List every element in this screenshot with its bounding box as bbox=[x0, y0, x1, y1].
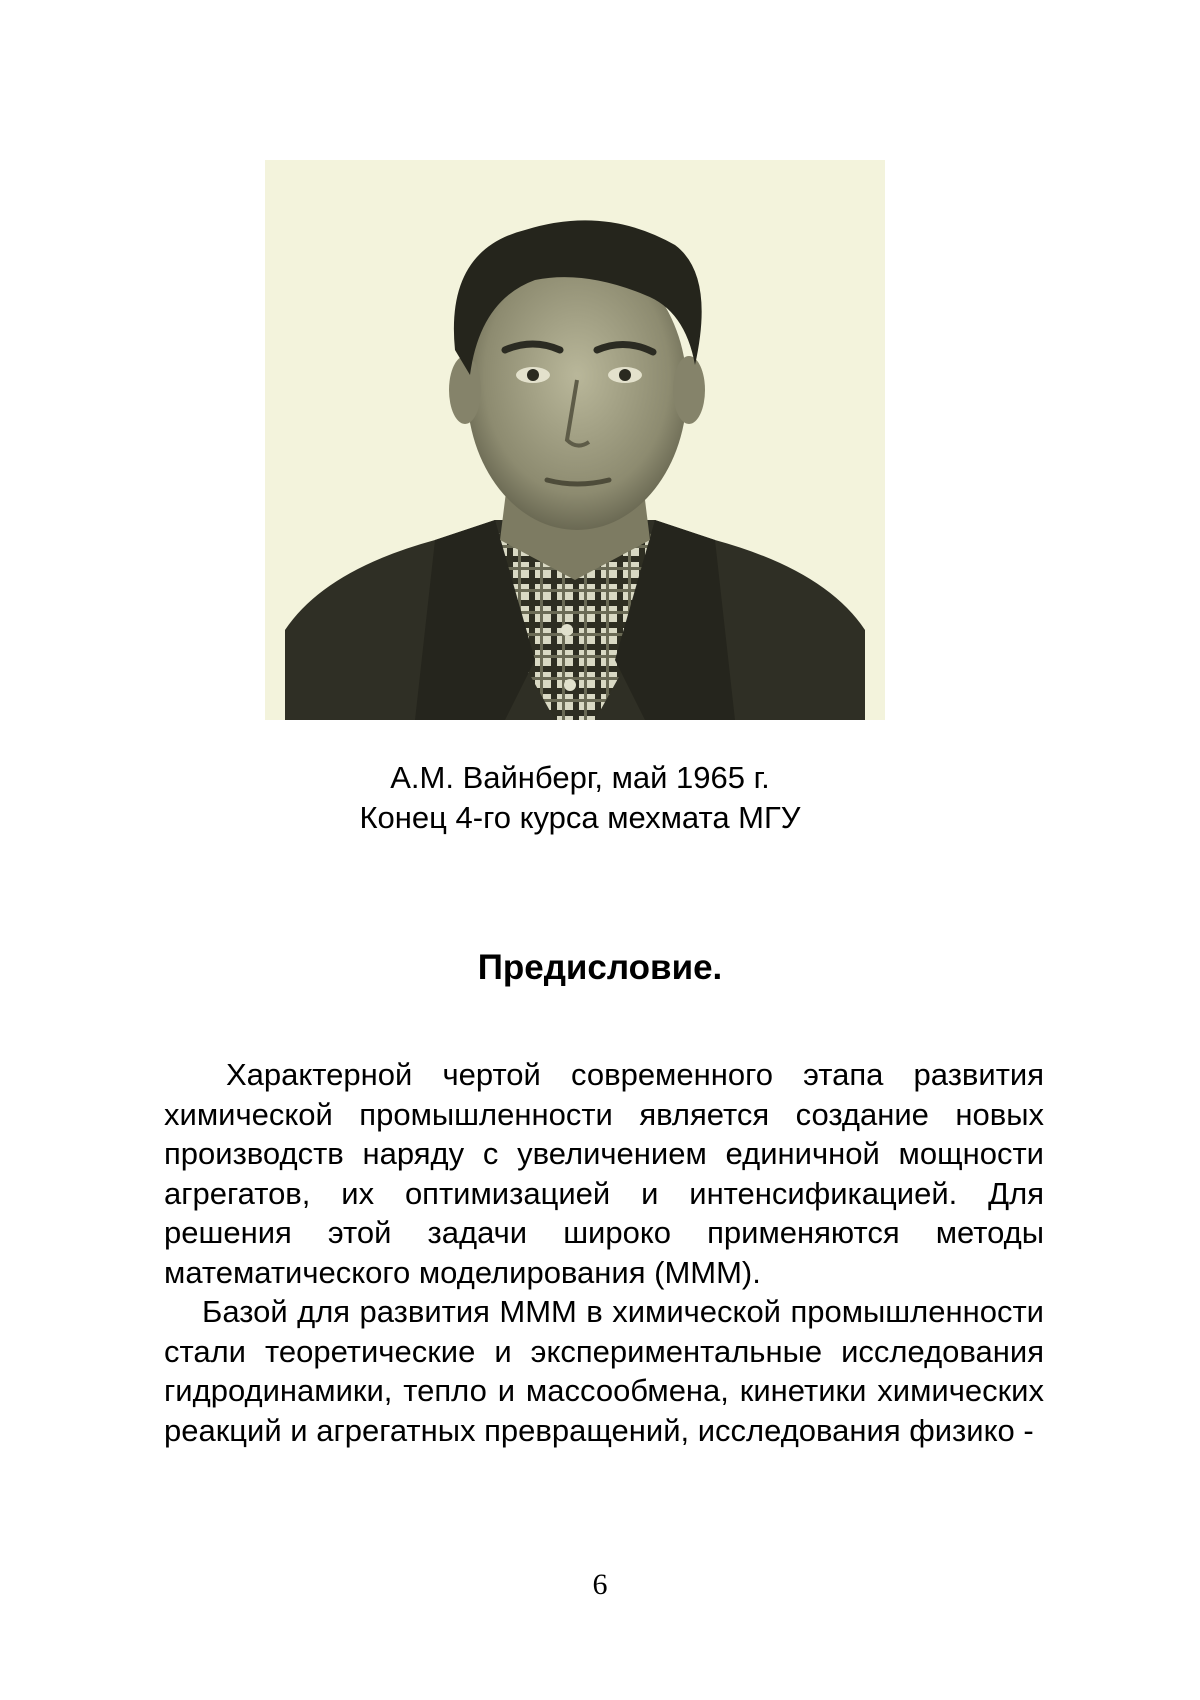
portrait-image bbox=[265, 160, 885, 720]
preface-text bbox=[164, 1055, 1044, 1450]
page-number: 6 bbox=[592, 1568, 608, 1601]
portrait-photo bbox=[265, 160, 885, 720]
caption-line-1: А.М. Вайнберг, май 1965 г. bbox=[390, 760, 770, 795]
photo-caption bbox=[0, 758, 1160, 838]
section-heading: Предисловие. bbox=[477, 948, 723, 987]
paragraph-2: Базой для развития МММ в химической промышленности стали теоретические и экспериментальные исследования гидродинамики, тепло и массообмена, кинетики химических реакций и агрегатных превращений, исследования физико - bbox=[164, 1294, 1044, 1448]
caption-line-2: Конец 4-го курса мехмата МГУ bbox=[359, 800, 801, 835]
paragraph-1: Характерной чертой современного этапа развития химической промышленности является создание новых производств наряду с увеличением единичной мощности агрегатов, их оптимизацией и интенсификацией. Для решения этой задачи широко применяются методы математического моделирования (МММ). bbox=[164, 1057, 1044, 1290]
